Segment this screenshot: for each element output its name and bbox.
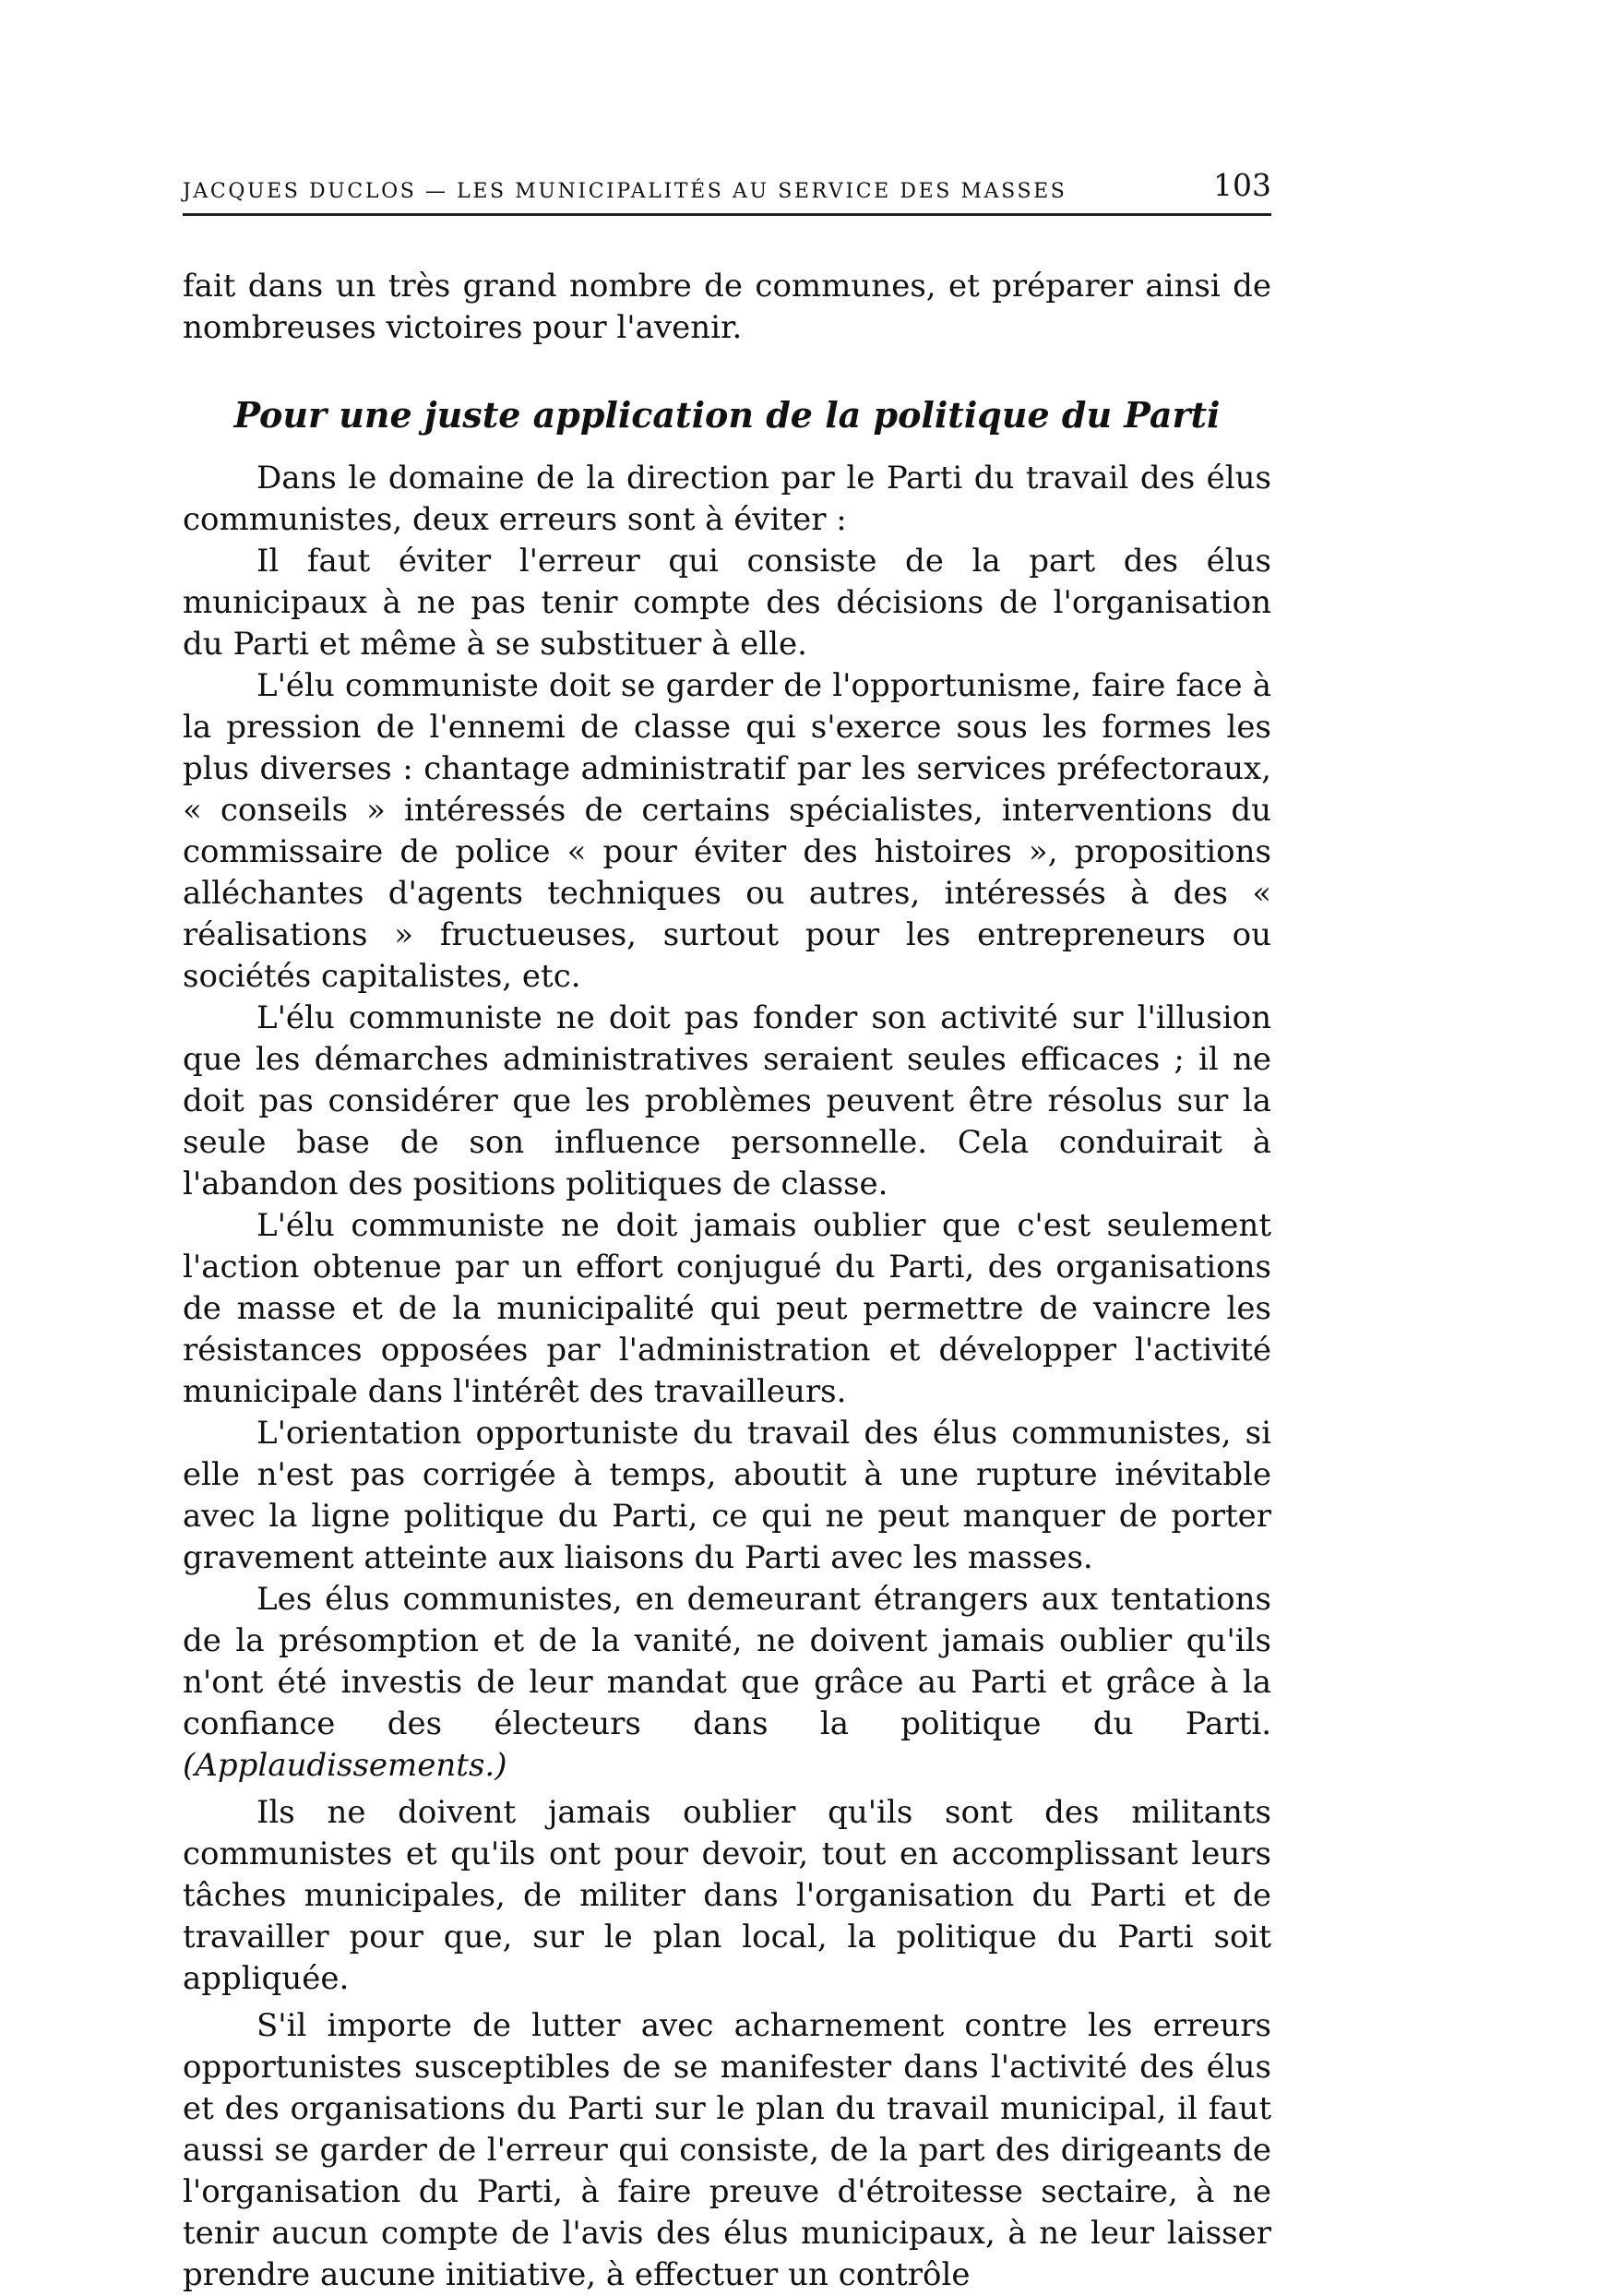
header-rule (183, 213, 1271, 216)
paragraph: L'orientation opportuniste du travail des élus communistes, si elle n'est pas corrigée à temps, aboutit à une rupture inévitable avec la ligne politique du Parti, ce qui ne peut manquer de porter gravement atteinte aux liaisons du Parti avec les masses. (183, 1415, 1271, 1576)
page-number: 103 (1213, 167, 1271, 203)
paragraph-text: Les élus communistes, en demeurant étrangers aux tentations de la présomption et de la vanité, ne doivent jamais oublier qu'ils n'ont été investis de leur mandat que grâce au Parti et grâce à la confiance des électeurs dans la politique du Parti. (183, 1581, 1271, 1742)
page-body (183, 266, 1271, 2296)
paragraph: Dans le domaine de la direction par le Parti du travail des élus communistes, deux erreurs sont à éviter : (183, 460, 1271, 538)
paragraph: L'élu communiste doit se garder de l'opportunisme, faire face à la pression de l'ennemi de classe qui s'exerce sous les formes les plus diverses : chantage administratif par les services préfectoraux, « conseils » intéressés de certains spécialistes, interventions du commissaire de police « pour éviter des histoires », propositions alléchantes d'agents techniques ou autres, intéressés à des « réalisations » fructueuses, surtout pour les entrepreneurs ou sociétés capitalistes, etc. (183, 667, 1271, 995)
paragraph: L'élu communiste ne doit jamais oublier que c'est seulement l'action obtenue par un effort conjugué du Parti, des organisations de masse et de la municipalité qui peut permettre de vaincre les résistances opposées par l'administration et développer l'activité municipale dans l'intérêt des travailleurs. (183, 1207, 1271, 1410)
paragraph: S'il importe de lutter avec acharnement contre les erreurs opportunistes susceptibles de se manifester dans l'activité des élus et des organisations du Parti sur le plan du travail municipal, il faut aussi se garder de l'erreur qui consiste, de la part des dirigeants de l'organisation du Parti, à faire preuve d'étroitesse sectaire, à ne tenir aucun compte de l'avis des élus municipaux, à ne leur laisser prendre aucune initiative, à effectuer un contrôle (183, 2007, 1271, 2293)
paragraph: Ils ne doivent jamais oublier qu'ils sont des militants communistes et qu'ils ont pour devoir, tout en accomplissant leurs tâches municipales, de militer dans l'organisation du Parti et de travailler pour que, sur le plan local, la politique du Parti soit appliquée. (183, 1794, 1271, 1997)
paragraph: L'élu communiste ne doit pas fonder son activité sur l'illusion que les démarches administratives seraient seules efficaces ; il ne doit pas considérer que les problèmes peuvent être résolus sur la seule base de son influence personnelle. Cela conduirait à l'abandon des positions politiques de classe. (183, 999, 1271, 1202)
applause-aside: (Applaudissements.) (183, 1747, 507, 1784)
section-heading: Pour une juste application de la politique du Parti (233, 394, 1221, 436)
paragraph (183, 1579, 1271, 1787)
paragraph: Il faut éviter l'erreur qui consiste de la part des élus municipaux à ne pas tenir compte des décisions de l'organisation du Parti et même à se substituer à elle. (183, 543, 1271, 663)
running-header (183, 164, 1271, 216)
running-title: JACQUES DUCLOS — LES MUNICIPALITÉS AU SERVICE DES MASSES (183, 180, 1067, 203)
opening-paragraph: fait dans un très grand nombre de communes, et préparer ainsi de nombreuses victoires pour l'avenir. (183, 268, 1271, 346)
